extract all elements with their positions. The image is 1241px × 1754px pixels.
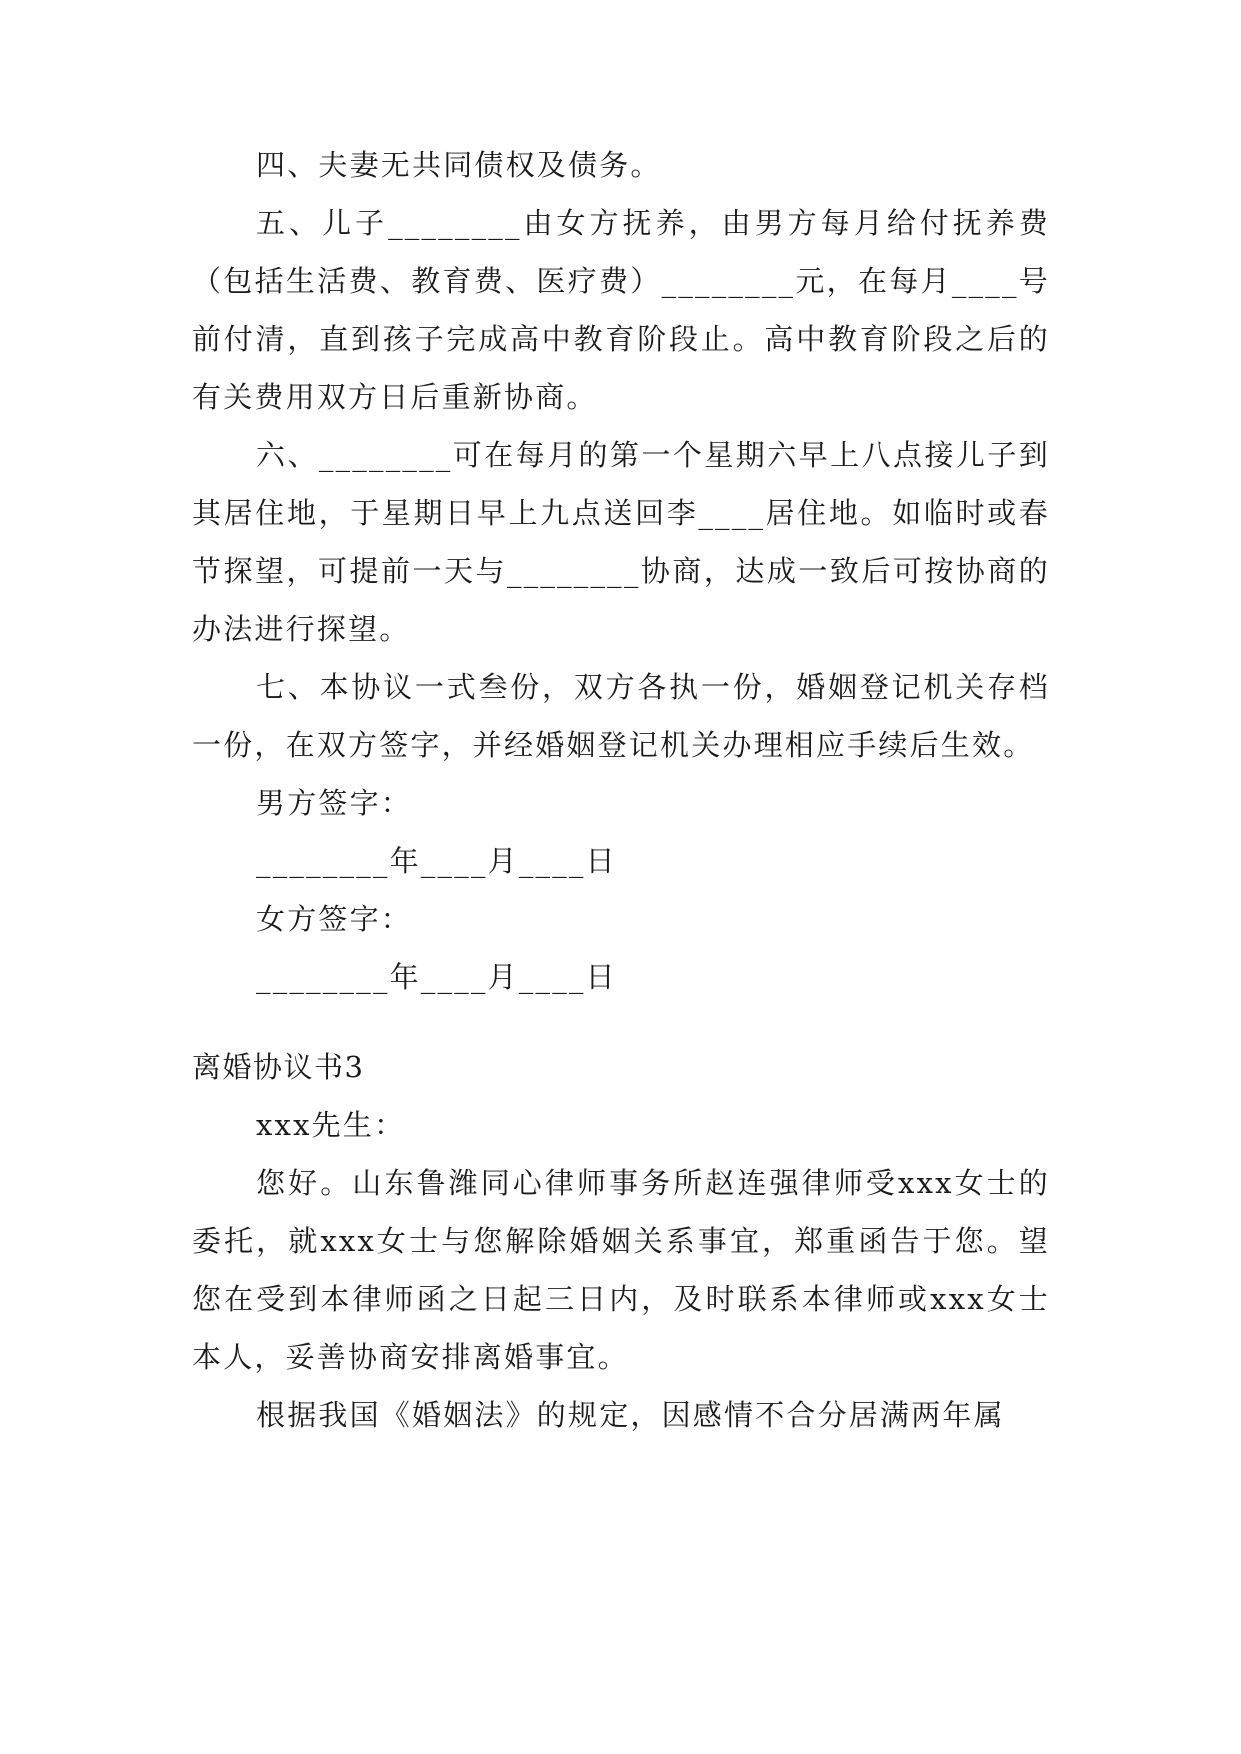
- letter-paragraph-2: 根据我国《婚姻法》的规定，因感情不合分居满两年属: [256, 1398, 1005, 1432]
- male-signature-label: 男方签字：: [256, 786, 413, 820]
- section-title: 离婚协议书3: [192, 1050, 365, 1084]
- clause-four: 四、夫妻无共同债权及债务。: [256, 148, 662, 182]
- female-signature-date: ________年____月____日: [256, 960, 617, 994]
- male-signature-date: ________年____月____日: [256, 844, 617, 878]
- clause-six: 六、________可在每月的第一个星期六早上八点接儿子到其居住地，于星期日早上九点送回李____居住地。如临时或春节探望，可提前一天与________协商，达成一致后可按协商的办法进行探望。: [192, 438, 1050, 646]
- letter-salutation: xxx先生：: [256, 1108, 406, 1142]
- letter-paragraph-1: 您好。山东鲁潍同心律师事务所赵连强律师受xxx女士的委托，就xxx女士与您解除婚姻关系事宜，郑重函告于您。望您在受到本律师函之日起三日内，及时联系本律师或xxx女士本人，妥善协商安排离婚事宜。: [192, 1166, 1050, 1374]
- clause-seven: 七、本协议一式叁份，双方各执一份，婚姻登记机关存档一份，在双方签字，并经婚姻登记机关办理相应手续后生效。: [192, 670, 1050, 762]
- female-signature-label: 女方签字：: [256, 902, 413, 936]
- clause-five: 五、儿子________由女方抚养，由男方每月给付抚养费（包括生活费、教育费、医疗费）________元，在每月____号前付清，直到孩子完成高中教育阶段止。高中教育阶段之后的有关费用双方日后重新协商。: [192, 206, 1050, 414]
